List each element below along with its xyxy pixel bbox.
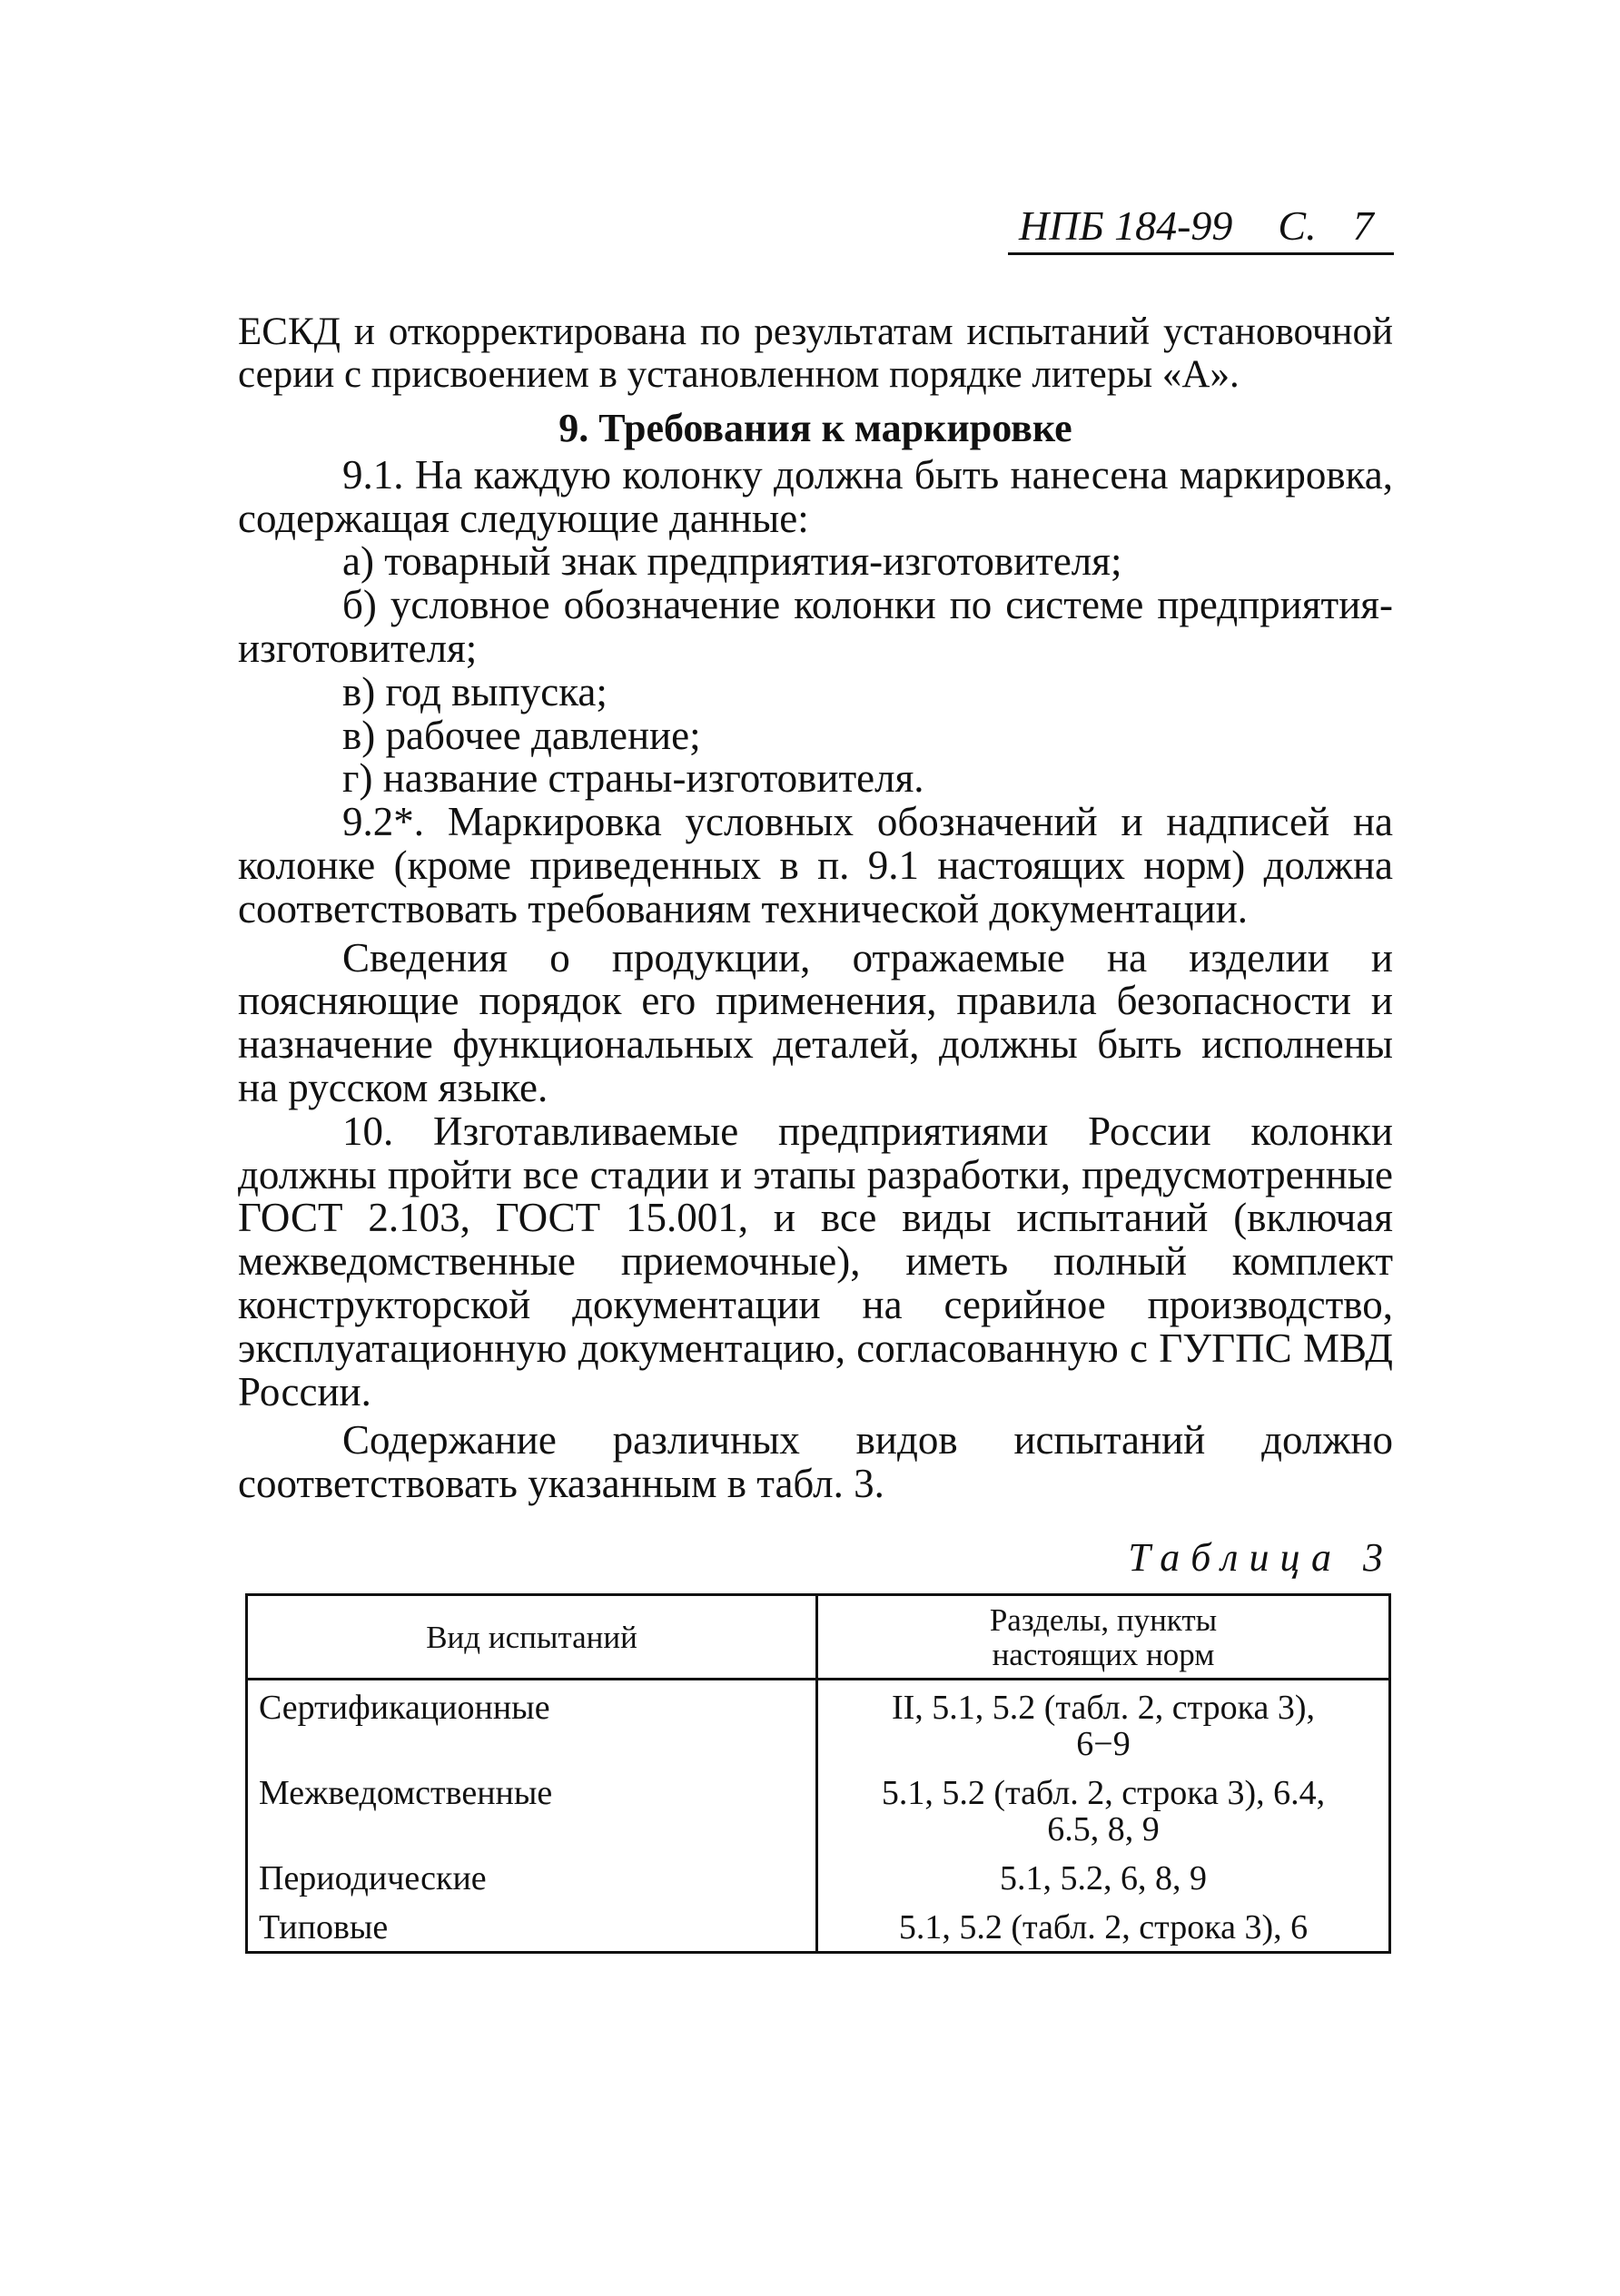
table-row bbox=[247, 1766, 1390, 1851]
paragraph-10: 10. Изготавливаемые предприятиями России колонки должны пройти все стадии и этапы разработки, предусмотренные ГОСТ 2.103, ГОСТ 15.001, и все виды испытаний (включая межведомственные приемочные), иметь полный комплект конструкторской документации на серийное производство, эксплуатационную документацию, согласованную с ГУГПС МВД России. bbox=[238, 1108, 1393, 1414]
table-row bbox=[247, 1680, 1390, 1767]
table-caption: Таблица 3 bbox=[1128, 1535, 1394, 1580]
sections-cell bbox=[817, 1851, 1390, 1900]
table-header-row bbox=[247, 1595, 1390, 1680]
sections-line: 5.1, 5.2 (табл. 2, строка 3), 6.4, bbox=[881, 1774, 1326, 1812]
table-row bbox=[247, 1851, 1390, 1900]
list-item-b: б) условное обозначение колонки по системе предприятия-изготовителя; bbox=[238, 582, 1393, 671]
sections-line: II, 5.1, 5.2 (табл. 2, строка 3), bbox=[891, 1689, 1316, 1727]
header-sections-line2: настоящих норм bbox=[992, 1637, 1215, 1672]
test-type-cell: Межведомственные bbox=[247, 1766, 817, 1851]
sections-line: 6−9 bbox=[1076, 1725, 1131, 1763]
header-sections-line1: Разделы, пункты bbox=[989, 1602, 1218, 1638]
test-type-cell: Периодические bbox=[247, 1851, 817, 1900]
test-type-cell: Типовые bbox=[247, 1900, 817, 1953]
page-header bbox=[1008, 200, 1394, 255]
table-row bbox=[247, 1900, 1390, 1953]
page-number: 7 bbox=[1352, 202, 1374, 249]
page-label: С. bbox=[1278, 202, 1317, 249]
paragraph-9-2: 9.2*. Маркировка условных обозначений и надписей на колонке (кроме приведенных в п. 9.1 настоящих норм) должна соответствовать требованиям технической документации. bbox=[238, 799, 1393, 931]
sections-line: 6.5, 8, 9 bbox=[1047, 1810, 1160, 1848]
list-item-v-year: в) год выпуска; bbox=[342, 668, 608, 714]
header-sections bbox=[817, 1595, 1390, 1680]
paragraph-test-content: Содержание различных видов испытаний должно соответствовать указанным в табл. 3. bbox=[238, 1417, 1393, 1507]
list-item-v-pressure: в) рабочее давление; bbox=[342, 712, 701, 758]
body-text bbox=[238, 310, 1393, 1506]
list-item-g: г) название страны-изготовителя. bbox=[342, 755, 924, 802]
intro-paragraph: ЕСКД и откорректирована по результатам испытаний установочной серии с присвоением в установленном порядке литеры «А». bbox=[238, 310, 1393, 396]
test-type-cell: Сертификационные bbox=[247, 1680, 817, 1767]
section-heading-marking: 9. Требования к маркировке bbox=[558, 406, 1072, 450]
paragraph-product-info: Сведения о продукции, отражаемые на изделии и поясняющие порядок его применения, правила безопасности и назначение функциональных деталей, должны быть исполнены на русском языке. bbox=[238, 934, 1393, 1110]
list-item-a: а) товарный знак предприятия-изготовителя; bbox=[342, 538, 1122, 585]
sections-line: 5.1, 5.2 (табл. 2, строка 3), 6 bbox=[898, 1908, 1309, 1946]
sections-line: 5.1, 5.2, 6, 8, 9 bbox=[1000, 1859, 1207, 1897]
sections-cell bbox=[817, 1900, 1390, 1953]
sections-cell bbox=[817, 1766, 1390, 1851]
header-test-type: Вид испытаний bbox=[247, 1595, 817, 1680]
paragraph-9-1: 9.1. На каждую колонку должна быть нанесена маркировка, содержащая следующие данные: bbox=[238, 451, 1393, 541]
document-code: НПБ 184-99 bbox=[1019, 202, 1233, 249]
tests-table bbox=[245, 1593, 1391, 1954]
sections-cell bbox=[817, 1680, 1390, 1767]
